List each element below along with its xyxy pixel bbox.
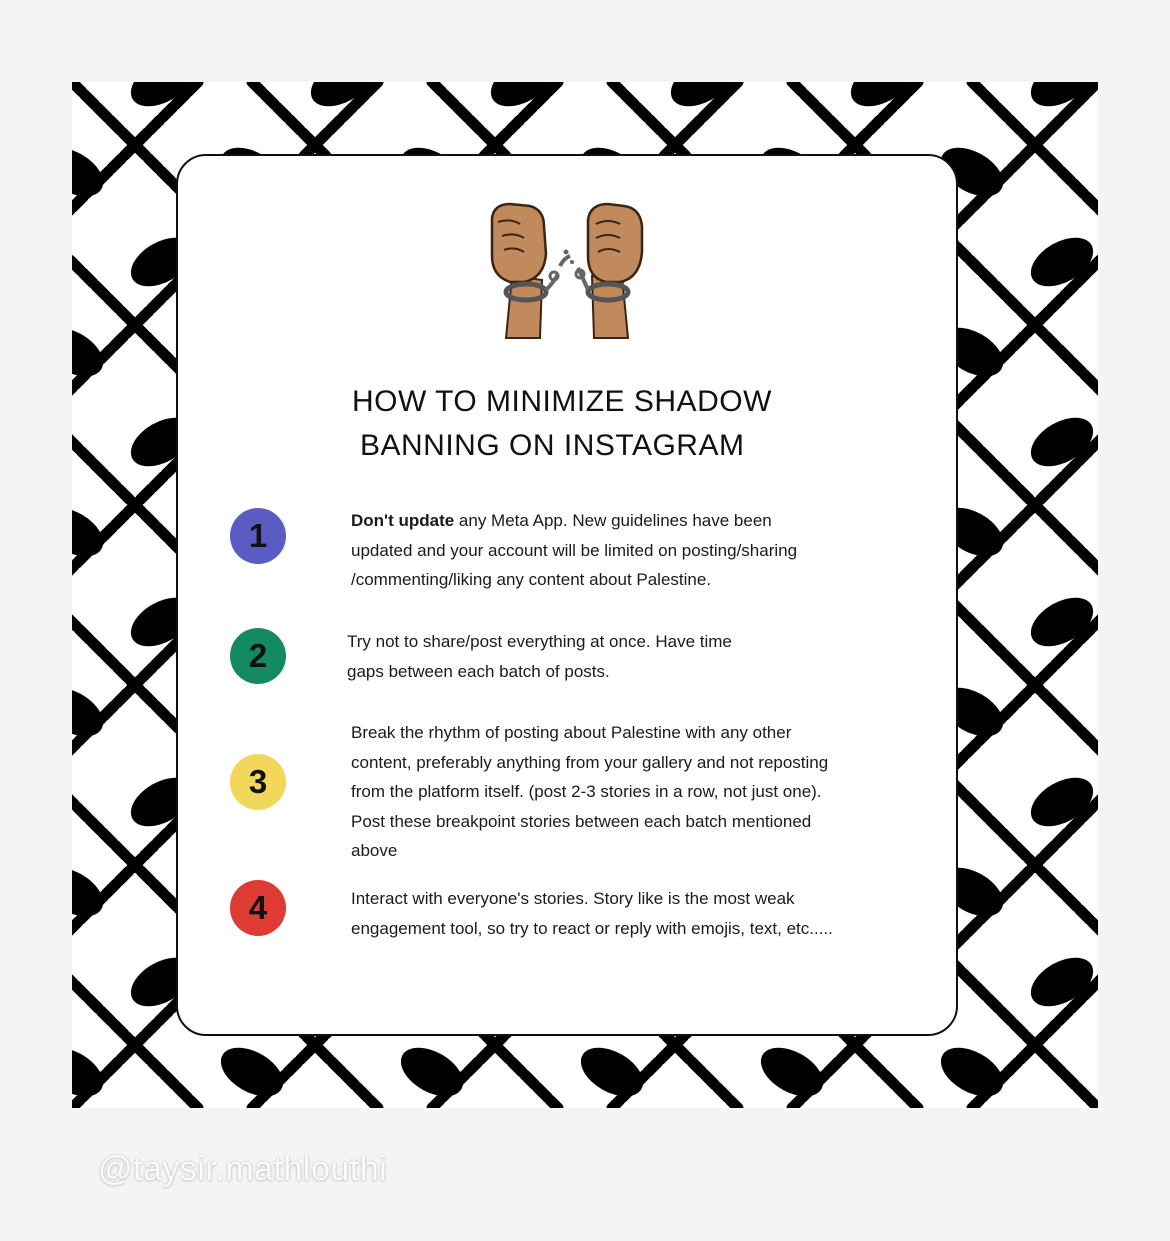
step-1-text <box>351 506 797 595</box>
step-number: 2 <box>248 637 268 674</box>
step-1-line-1-rest: any Meta App. New guidelines have been <box>454 511 772 530</box>
step-3-line-1: Break the rhythm of posting about Palestine with any other <box>351 723 792 742</box>
author-watermark: @taysir.mathlouthi <box>98 1150 388 1188</box>
step-3-line-5: above <box>351 841 398 860</box>
pattern-knot <box>393 1038 472 1107</box>
step-3-line-2: content, preferably anything from your gallery and not reposting <box>351 752 829 772</box>
pattern-knot <box>1023 408 1098 477</box>
pattern-knot <box>573 1038 652 1107</box>
pattern-knot <box>1023 768 1098 837</box>
step-3-line-3: from the platform itself. (post 2-3 stories in a row, not just one). <box>351 782 822 801</box>
step-2-line-1: Try not to share/post everything at once. Have time <box>347 632 732 651</box>
pattern-knot <box>1023 948 1098 1017</box>
title-line-2: BANNING ON INSTAGRAM <box>360 429 745 462</box>
step-1-line-2: updated and your account will be limited on posting/sharing <box>351 540 798 560</box>
pattern-knot <box>933 1038 1012 1107</box>
broken-chains-fists-icon <box>484 196 650 342</box>
pattern-cord <box>972 82 1098 1108</box>
pattern-knot <box>753 1038 832 1107</box>
step-number: 4 <box>248 889 268 926</box>
step-badge-1 <box>230 508 286 564</box>
pattern-knot <box>213 1038 292 1107</box>
step-number: 1 <box>248 517 268 554</box>
step-2-line-2: gaps between each batch of posts. <box>347 661 610 681</box>
step-number: 3 <box>248 763 268 800</box>
step-4-text <box>351 884 833 943</box>
step-4-line-2: engagement tool, so try to react or reply with emojis, text, etc..... <box>351 918 833 938</box>
step-1-line-1 <box>351 506 797 536</box>
step-3-text <box>351 718 828 866</box>
pattern-knot <box>1023 228 1098 297</box>
step-1-line-3: /commenting/liking any content about Palestine. <box>351 570 712 589</box>
pattern-knot <box>1023 588 1098 657</box>
step-badge-3 <box>230 754 286 810</box>
title-line-1: HOW TO MINIMIZE SHADOW <box>352 385 772 418</box>
step-badge-4 <box>230 880 286 936</box>
step-1-lead: Don't update <box>351 511 455 530</box>
step-2-text <box>347 627 732 686</box>
step-3-line-4: Post these breakpoint stories between each batch mentioned <box>351 811 812 831</box>
pattern-cord <box>972 82 1098 1108</box>
step-4-line-1: Interact with everyone's stories. Story like is the most weak <box>351 889 795 908</box>
step-badge-2 <box>230 628 286 684</box>
